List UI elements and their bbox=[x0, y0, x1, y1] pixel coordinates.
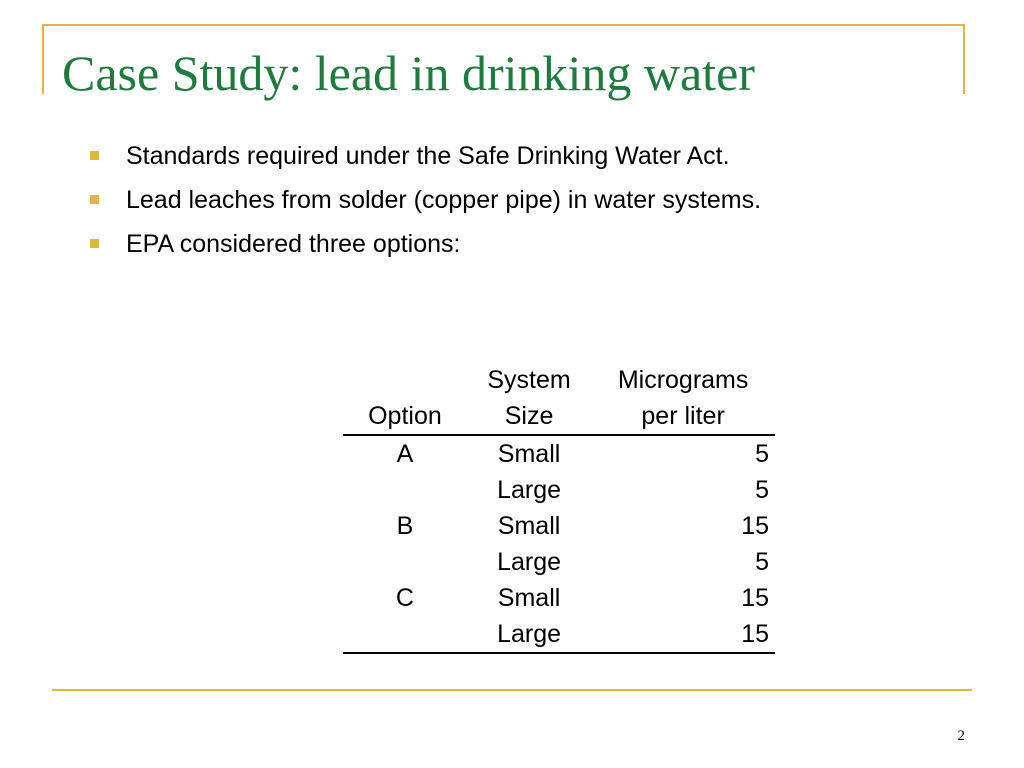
bullet-text: Standards required under the Safe Drinking Water Act. bbox=[126, 142, 730, 170]
title-frame-top-rule bbox=[42, 24, 965, 26]
header-option: Option bbox=[343, 398, 467, 435]
cell-micrograms: 5 bbox=[755, 548, 769, 576]
table-row bbox=[343, 508, 775, 544]
cell-micrograms: 15 bbox=[741, 512, 769, 540]
header-option-top bbox=[343, 362, 467, 398]
title-frame-right-rule bbox=[963, 24, 965, 94]
table-row bbox=[343, 580, 775, 616]
cell-micrograms: 5 bbox=[755, 476, 769, 504]
table-header-row bbox=[343, 398, 775, 435]
lead-standards-table bbox=[343, 362, 775, 654]
header-micrograms: per liter bbox=[591, 398, 775, 435]
cell-micrograms: 15 bbox=[591, 616, 775, 653]
cell-option: A bbox=[396, 440, 414, 468]
slide-title: Case Study: lead in drinking water bbox=[62, 45, 755, 101]
bullet-item bbox=[90, 138, 930, 174]
cell-micrograms: 5 bbox=[755, 440, 769, 468]
title-frame-left-rule bbox=[42, 24, 44, 94]
bullet-text: EPA considered three options: bbox=[126, 230, 461, 258]
bullet-item bbox=[90, 226, 930, 262]
table-row bbox=[343, 472, 775, 508]
cell-option bbox=[343, 472, 467, 508]
square-bullet-icon bbox=[90, 195, 99, 204]
cell-size: Small bbox=[497, 440, 561, 468]
table-row bbox=[343, 435, 775, 472]
table-row bbox=[343, 616, 775, 653]
square-bullet-icon bbox=[90, 239, 99, 248]
footer-rule bbox=[52, 689, 972, 691]
header-micrograms-top: Micrograms bbox=[617, 366, 749, 394]
cell-option bbox=[343, 544, 467, 580]
cell-micrograms: 15 bbox=[741, 584, 769, 612]
cell-option bbox=[343, 616, 467, 653]
cell-size: Large bbox=[497, 476, 562, 504]
bullet-item bbox=[90, 182, 930, 218]
cell-size: Large bbox=[467, 616, 591, 653]
header-size-top: System bbox=[487, 366, 571, 394]
cell-option: C bbox=[395, 584, 414, 612]
bullet-text: Lead leaches from solder (copper pipe) in water systems. bbox=[126, 186, 762, 214]
cell-size: Large bbox=[497, 548, 562, 576]
table-header-row bbox=[343, 362, 775, 398]
square-bullet-icon bbox=[90, 151, 99, 160]
cell-option: B bbox=[396, 512, 414, 540]
cell-size: Small bbox=[497, 512, 561, 540]
slide-number: 2 bbox=[957, 728, 965, 744]
header-size: Size bbox=[467, 398, 591, 435]
table-row bbox=[343, 544, 775, 580]
cell-size: Small bbox=[497, 584, 561, 612]
bullet-list bbox=[90, 138, 930, 270]
